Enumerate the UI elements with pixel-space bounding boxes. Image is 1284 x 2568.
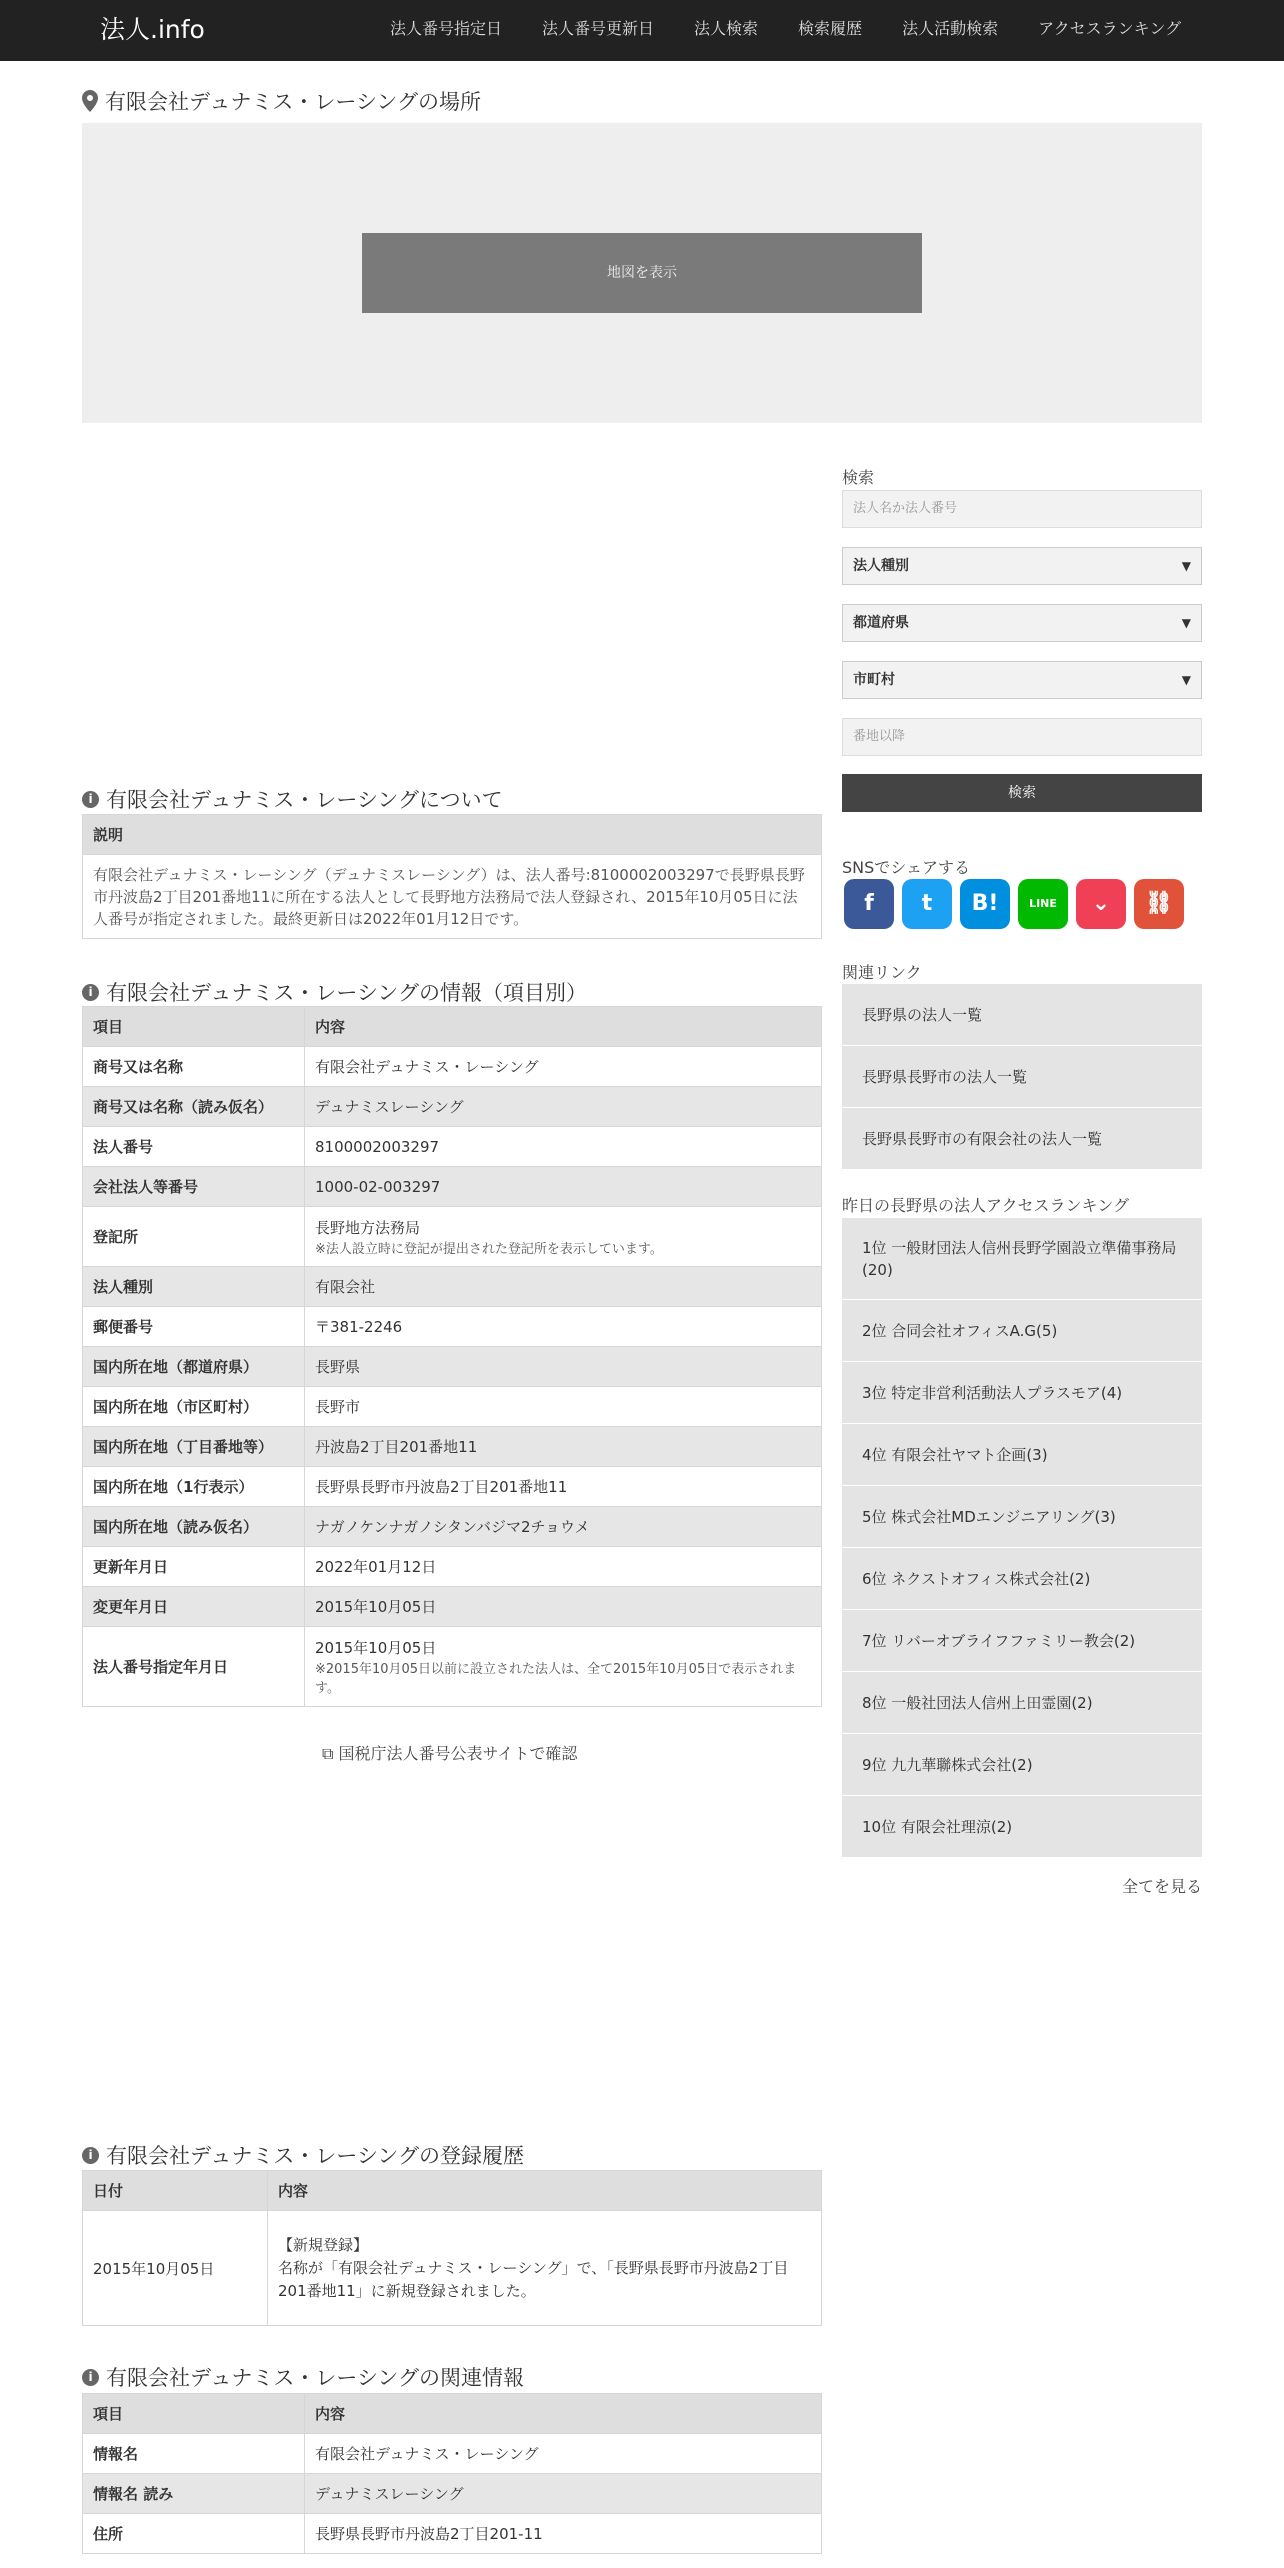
history-header-content: 内容: [268, 2171, 822, 2211]
corp-type-select[interactable]: 法人種別 ▼: [842, 547, 1202, 585]
about-header: 説明: [83, 815, 822, 855]
nav-link-designation-date[interactable]: 法人番号指定日: [390, 19, 503, 38]
share-label: SNSでシェアする: [842, 858, 970, 877]
info-key: 法人番号: [83, 1127, 305, 1167]
info-key: 変更年月日: [83, 1587, 305, 1627]
info-row: [83, 1387, 822, 1427]
ranking-label: 昨日の長野県の法人アクセスランキング: [842, 1196, 1130, 1215]
related-link-item[interactable]: 長野県の法人一覧: [842, 984, 1202, 1046]
map-section-title: 有限会社デュナミス・レーシングの場所: [82, 86, 481, 116]
nav-link-activity-search[interactable]: 法人活動検索: [902, 19, 999, 38]
about-description: 有限会社デュナミス・レーシング（デュナミスレーシング）は、法人番号:8100002003297で長野県長野市丹波島2丁目201番地11に所在する法人として長野地方法務局で法人登録され、2015年10月05日に法人番号が指定されました。最終更新日は2022年01月12日です。: [83, 855, 822, 939]
verify-link[interactable]: ⧉ 国税庁法人番号公表サイトで確認: [322, 1744, 578, 1763]
info-key: 更新年月日: [83, 1547, 305, 1587]
info-value: 長野市: [315, 1398, 361, 1416]
ranking-item[interactable]: 9位 九九華聯株式会社(2): [842, 1734, 1202, 1796]
ranking-item[interactable]: 5位 株式会社MDエンジニアリング(3): [842, 1486, 1202, 1548]
related-row: [83, 2434, 822, 2474]
share-buttons: [844, 879, 1184, 929]
related-table: [82, 2393, 822, 2554]
related-value: 長野県長野市丹波島2丁目201-11: [305, 2514, 822, 2554]
ranking-list: [842, 1218, 1202, 1858]
top-navbar: [0, 0, 1284, 61]
nav-link-update-date[interactable]: 法人番号更新日: [542, 19, 655, 38]
facebook-icon[interactable]: f: [844, 879, 894, 929]
history-table: [82, 2170, 822, 2326]
search-label: 検索: [842, 468, 875, 487]
info-key: 商号又は名称: [83, 1047, 305, 1087]
map-container: [82, 123, 1202, 423]
about-section-title: i 有限会社デュナミス・レーシングについて: [82, 784, 503, 814]
info-value: 長野県: [315, 1358, 361, 1376]
info-value: 〒381-2246: [315, 1318, 403, 1336]
related-section-title: i 有限会社デュナミス・レーシングの関連情報: [82, 2362, 524, 2392]
info-row: [83, 1167, 822, 1207]
map-pin-icon: [82, 90, 98, 112]
history-tag: 【新規登録】: [278, 2235, 369, 2254]
info-header-item: 項目: [83, 1007, 305, 1047]
ranking-item[interactable]: 8位 一般社団法人信州上田霊園(2): [842, 1672, 1202, 1734]
related-links-list: [842, 984, 1202, 1170]
info-value: 2022年01月12日: [315, 1558, 437, 1576]
info-row: [83, 1467, 822, 1507]
info-key: 郵便番号: [83, 1307, 305, 1347]
related-link-item[interactable]: 長野県長野市の法人一覧: [842, 1046, 1202, 1108]
info-icon: i: [82, 984, 99, 1001]
info-value: 長野県長野市丹波島2丁目201番地11: [315, 1478, 568, 1496]
info-row: [83, 1087, 822, 1127]
ranking-item[interactable]: 2位 合同会社オフィスA.G(5): [842, 1300, 1202, 1362]
info-row: [83, 1427, 822, 1467]
info-row: [83, 1307, 822, 1347]
twitter-icon[interactable]: t: [902, 879, 952, 929]
ranking-item[interactable]: 1位 一般財団法人信州長野学園設立準備事務局(20): [842, 1218, 1202, 1300]
info-key: 国内所在地（読み仮名）: [83, 1507, 305, 1547]
info-value: 長野地方法務局: [315, 1218, 421, 1237]
city-select[interactable]: 市町村 ▼: [842, 661, 1202, 699]
line-icon[interactable]: LINE: [1018, 879, 1068, 929]
ranking-item[interactable]: 3位 特定非営利活動法人プラスモア(4): [842, 1362, 1202, 1424]
site-logo[interactable]: 法人.info: [100, 15, 205, 44]
info-value: 2015年10月05日: [315, 1598, 437, 1616]
history-row: [83, 2211, 822, 2326]
copy-link-icon[interactable]: ⛓: [1134, 879, 1184, 929]
info-row: [83, 1127, 822, 1167]
info-row: [83, 1207, 822, 1267]
info-note: ※2015年10月05日以前に設立された法人は、全て2015年10月05日で表示されます。: [315, 1662, 797, 1696]
related-link-item[interactable]: 長野県長野市の有限会社の法人一覧: [842, 1108, 1202, 1170]
info-value: 2015年10月05日: [315, 1639, 437, 1657]
related-header-content: 内容: [305, 2394, 822, 2434]
ranking-item[interactable]: 7位 リバーオブライフファミリー教会(2): [842, 1610, 1202, 1672]
info-header-content: 内容: [305, 1007, 822, 1047]
history-section-title: i 有限会社デュナミス・レーシングの登録履歴: [82, 2140, 524, 2170]
history-text: 名称が「有限会社デュナミス・レーシング」で、「長野県長野市丹波島2丁目201番地11」に新規登録されました。: [278, 2258, 789, 2300]
info-row: [83, 1347, 822, 1387]
related-header-item: 項目: [83, 2394, 305, 2434]
info-value: 有限会社デュナミス・レーシング: [315, 1058, 539, 1076]
external-link-icon: ⧉: [322, 1744, 339, 1763]
related-key: 情報名 読み: [83, 2474, 305, 2514]
related-links-label: 関連リンク: [842, 963, 922, 982]
pocket-icon[interactable]: ⌄: [1076, 879, 1126, 929]
show-map-button[interactable]: 地図を表示: [362, 233, 922, 313]
info-value: デュナミスレーシング: [315, 1098, 464, 1116]
chevron-down-icon: ▼: [1181, 559, 1191, 573]
related-key: 情報名: [83, 2434, 305, 2474]
info-row: [83, 1587, 822, 1627]
about-table: [82, 814, 822, 939]
info-key: 国内所在地（都道府県）: [83, 1347, 305, 1387]
prefecture-select[interactable]: 都道府県 ▼: [842, 604, 1202, 642]
nav-links: [370, 0, 1201, 61]
ranking-item[interactable]: 4位 有限会社ヤマト企画(3): [842, 1424, 1202, 1486]
related-key: 住所: [83, 2514, 305, 2554]
info-row: [83, 1547, 822, 1587]
info-note: ※法人設立時に登記が提出された登記所を表示しています。: [315, 1241, 663, 1257]
info-key: 国内所在地（1行表示）: [83, 1467, 305, 1507]
related-value: デュナミスレーシング: [305, 2474, 822, 2514]
info-value: 8100002003297: [315, 1137, 440, 1156]
history-date: 2015年10月05日: [83, 2211, 268, 2326]
info-row: [83, 1627, 822, 1707]
info-table: [82, 1006, 822, 1707]
see-all-link[interactable]: 全てを見る: [1121, 1877, 1202, 1896]
nav-link-corp-search[interactable]: 法人検索: [694, 19, 759, 38]
nav-link-access-ranking[interactable]: アクセスランキング: [1038, 19, 1182, 38]
info-key: 法人番号指定年月日: [83, 1627, 305, 1707]
info-key: 国内所在地（市区町村）: [83, 1387, 305, 1427]
info-value: 1000-02-003297: [315, 1177, 441, 1196]
info-row: [83, 1267, 822, 1307]
info-row: [83, 1507, 822, 1547]
info-key: 登記所: [83, 1207, 305, 1267]
info-key: 商号又は名称（読み仮名）: [83, 1087, 305, 1127]
info-value: 丹波島2丁目201番地11: [315, 1438, 478, 1456]
name-search-input[interactable]: 法人名か法人番号: [842, 490, 1202, 528]
info-icon: i: [82, 2369, 99, 2386]
info-icon: i: [82, 2147, 99, 2164]
hatena-icon[interactable]: B!: [960, 879, 1010, 929]
related-value: 有限会社デュナミス・レーシング: [305, 2434, 822, 2474]
info-section-title: i 有限会社デュナミス・レーシングの情報（項目別）: [82, 977, 587, 1007]
info-key: 会社法人等番号: [83, 1167, 305, 1207]
info-row: [83, 1047, 822, 1087]
ranking-item[interactable]: 10位 有限会社理涼(2): [842, 1796, 1202, 1858]
info-value: ナガノケンナガノシタンバジマ2チョウメ: [315, 1518, 590, 1536]
chevron-down-icon: ▼: [1181, 616, 1191, 630]
address-input[interactable]: 番地以降: [842, 718, 1202, 756]
history-header-date: 日付: [83, 2171, 268, 2211]
info-key: 法人種別: [83, 1267, 305, 1307]
info-key: 国内所在地（丁目番地等）: [83, 1427, 305, 1467]
related-row: [83, 2514, 822, 2554]
search-button[interactable]: 検索: [842, 774, 1202, 812]
chevron-down-icon: ▼: [1181, 673, 1191, 687]
nav-link-search-history[interactable]: 検索履歴: [798, 19, 863, 38]
info-icon: i: [82, 791, 99, 808]
info-value: 有限会社: [315, 1278, 376, 1296]
ranking-item[interactable]: 6位 ネクストオフィス株式会社(2): [842, 1548, 1202, 1610]
related-row: [83, 2474, 822, 2514]
